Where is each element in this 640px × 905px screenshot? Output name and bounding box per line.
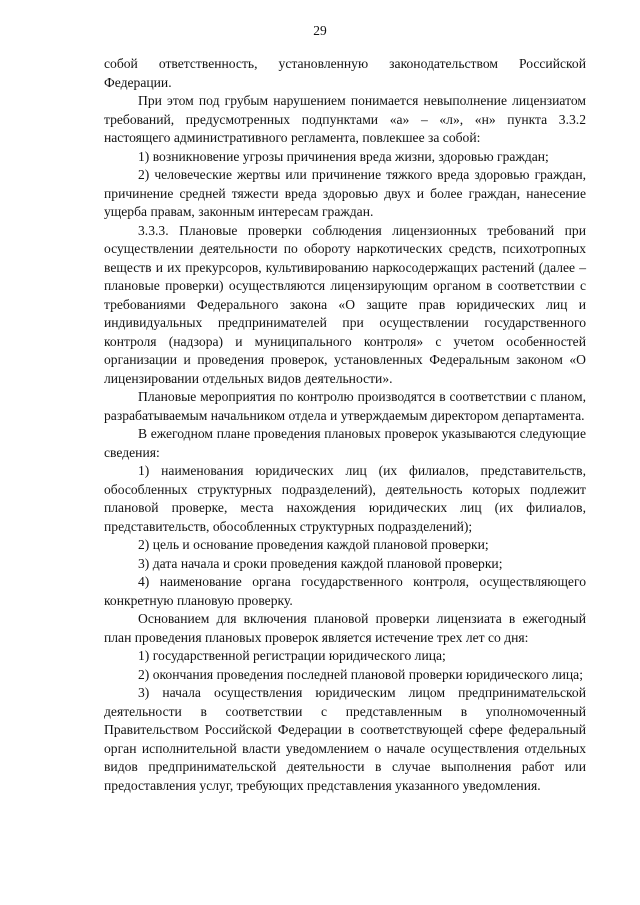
paragraph: собой ответственность, установленную законодательством Российской Федерации. — [104, 56, 586, 90]
list-item: 1) наименования юридических лиц (их филиалов, представительств, обособленных структурных подразделений), деятельность которых подлежит плановой проверке, места нахождения юридических лиц (их филиалов, представительств, обособленных структурных подразделений); — [104, 463, 586, 534]
paragraph: В ежегодном плане проведения плановых проверок указываются следующие сведения: — [104, 426, 586, 460]
list-item: 1) государственной регистрации юридического лица; — [138, 648, 446, 663]
paragraph: Плановые мероприятия по контролю производятся в соответствии с планом, разрабатываемым начальником отдела и утверждаемым директором департамента. — [104, 389, 586, 423]
list-item: 4) наименование органа государственного контроля, осуществляющего конкретную плановую проверку. — [104, 574, 586, 608]
list-item: 1) возникновение угрозы причинения вреда жизни, здоровью граждан; — [138, 148, 549, 164]
list-item: 3) начала осуществления юридическим лицом предпринимательской деятельности в соответствии с представленным в уполномоченный Правительством Российской Федерации в соответствующей сфере федеральный орган исполнительной власти уведомлением о начале осуществления отдельных видов предпринимательской деятельности в случае выполнения работ или предоставления услуг, требующих представления указанного уведомления. — [104, 685, 586, 793]
list-item: 2) окончания проведения последней плановой проверки юридического лица; — [138, 666, 583, 682]
paragraph: Основанием для включения плановой проверки лицензиата в ежегодный план проведения плановых проверок является истечение трех лет со дня: — [104, 611, 586, 645]
paragraph: При этом под грубым нарушением понимается невыполнение лицензиатом требований, предусмотренных подпунктами «а» – «л», «н» пункта 3.3.2 настоящего административного регламента, повлекшее за собой: — [104, 93, 586, 145]
list-item: 2) человеческие жертвы или причинение тяжкого вреда здоровью граждан, причинение средней тяжести вреда здоровью двух и более граждан, нанесение ущерба правам, законным интересам граждан. — [104, 167, 586, 219]
page-body — [104, 55, 586, 795]
list-item: 2) цель и основание проведения каждой плановой проверки; — [138, 537, 489, 552]
list-item: 3) дата начала и сроки проведения каждой плановой проверки; — [138, 555, 503, 571]
section-paragraph: 3.3.3. Плановые проверки соблюдения лицензионных требований при осуществлении деятельности по обороту наркотических средств, психотропных веществ и их прекурсоров, культивированию наркосодержащих растений (далее – плановые проверки) осуществляются лицензирующим органом в соответствии с требованиями Федерального закона «О защите прав юридических лиц и индивидуальных предпринимателей при осуществлении государственного контроля (надзора) и муниципального контроля» с учетом особенностей организации и проведения проверок, установленных Федеральным законом «О лицензировании отдельных видов деятельности». — [104, 222, 586, 386]
page-number: 29 — [313, 23, 327, 38]
